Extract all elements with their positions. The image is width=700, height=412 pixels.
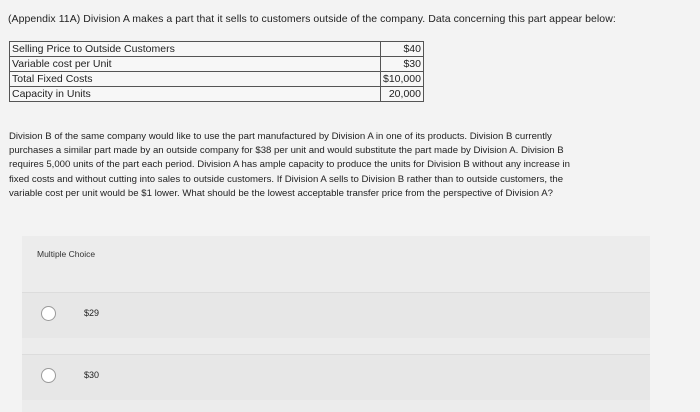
table-label-cell: Capacity in Units [10,87,381,102]
question-header: (Appendix 11A) Division A makes a part that it sells to customers outside of the company. Data concerning this part appear below: [8,13,616,25]
radio-button-icon[interactable] [41,306,56,321]
table-value-cell: $30 [381,57,424,72]
table-row [10,72,424,87]
table-row [10,42,424,57]
multiple-choice-heading: Multiple Choice [37,249,96,259]
choice-label: $29 [84,308,100,318]
table-label-cell: Variable cost per Unit [10,57,381,72]
question-line: Division B of the same company would like to use the part manufactured by Division A in one of its products. Division B currently [9,131,552,142]
choice-option[interactable] [22,292,650,338]
table-value-cell: 20,000 [381,87,424,102]
multiple-choice-panel [22,236,650,412]
table-row [10,87,424,102]
cost-data-table [9,41,424,102]
question-line: purchases a similar part made by an outside company for $38 per unit and would substitute the part made by Division A. Division B [9,145,564,157]
question-body [9,130,639,201]
question-line: variable cost per unit would be $1 lower. What should be the lowest acceptable transfer price from the perspective of Division A? [9,187,553,199]
choice-option[interactable] [22,354,650,400]
question-line: fixed costs and without cutting into sales to outside customers. If Division A sells to Division B rather than to outside customers, the [9,173,564,185]
radio-button-icon[interactable] [41,368,56,383]
choice-label: $30 [84,370,100,380]
question-line: requires 5,000 units of the part each period. Division A has ample capacity to produce the units for Division B without any increase in [9,159,571,171]
table-label-cell: Total Fixed Costs [10,72,381,87]
table-value-cell: $40 [381,42,424,57]
table-label-cell: Selling Price to Outside Customers [10,42,381,57]
table-value-cell: $10,000 [381,72,424,87]
table-row [10,57,424,72]
